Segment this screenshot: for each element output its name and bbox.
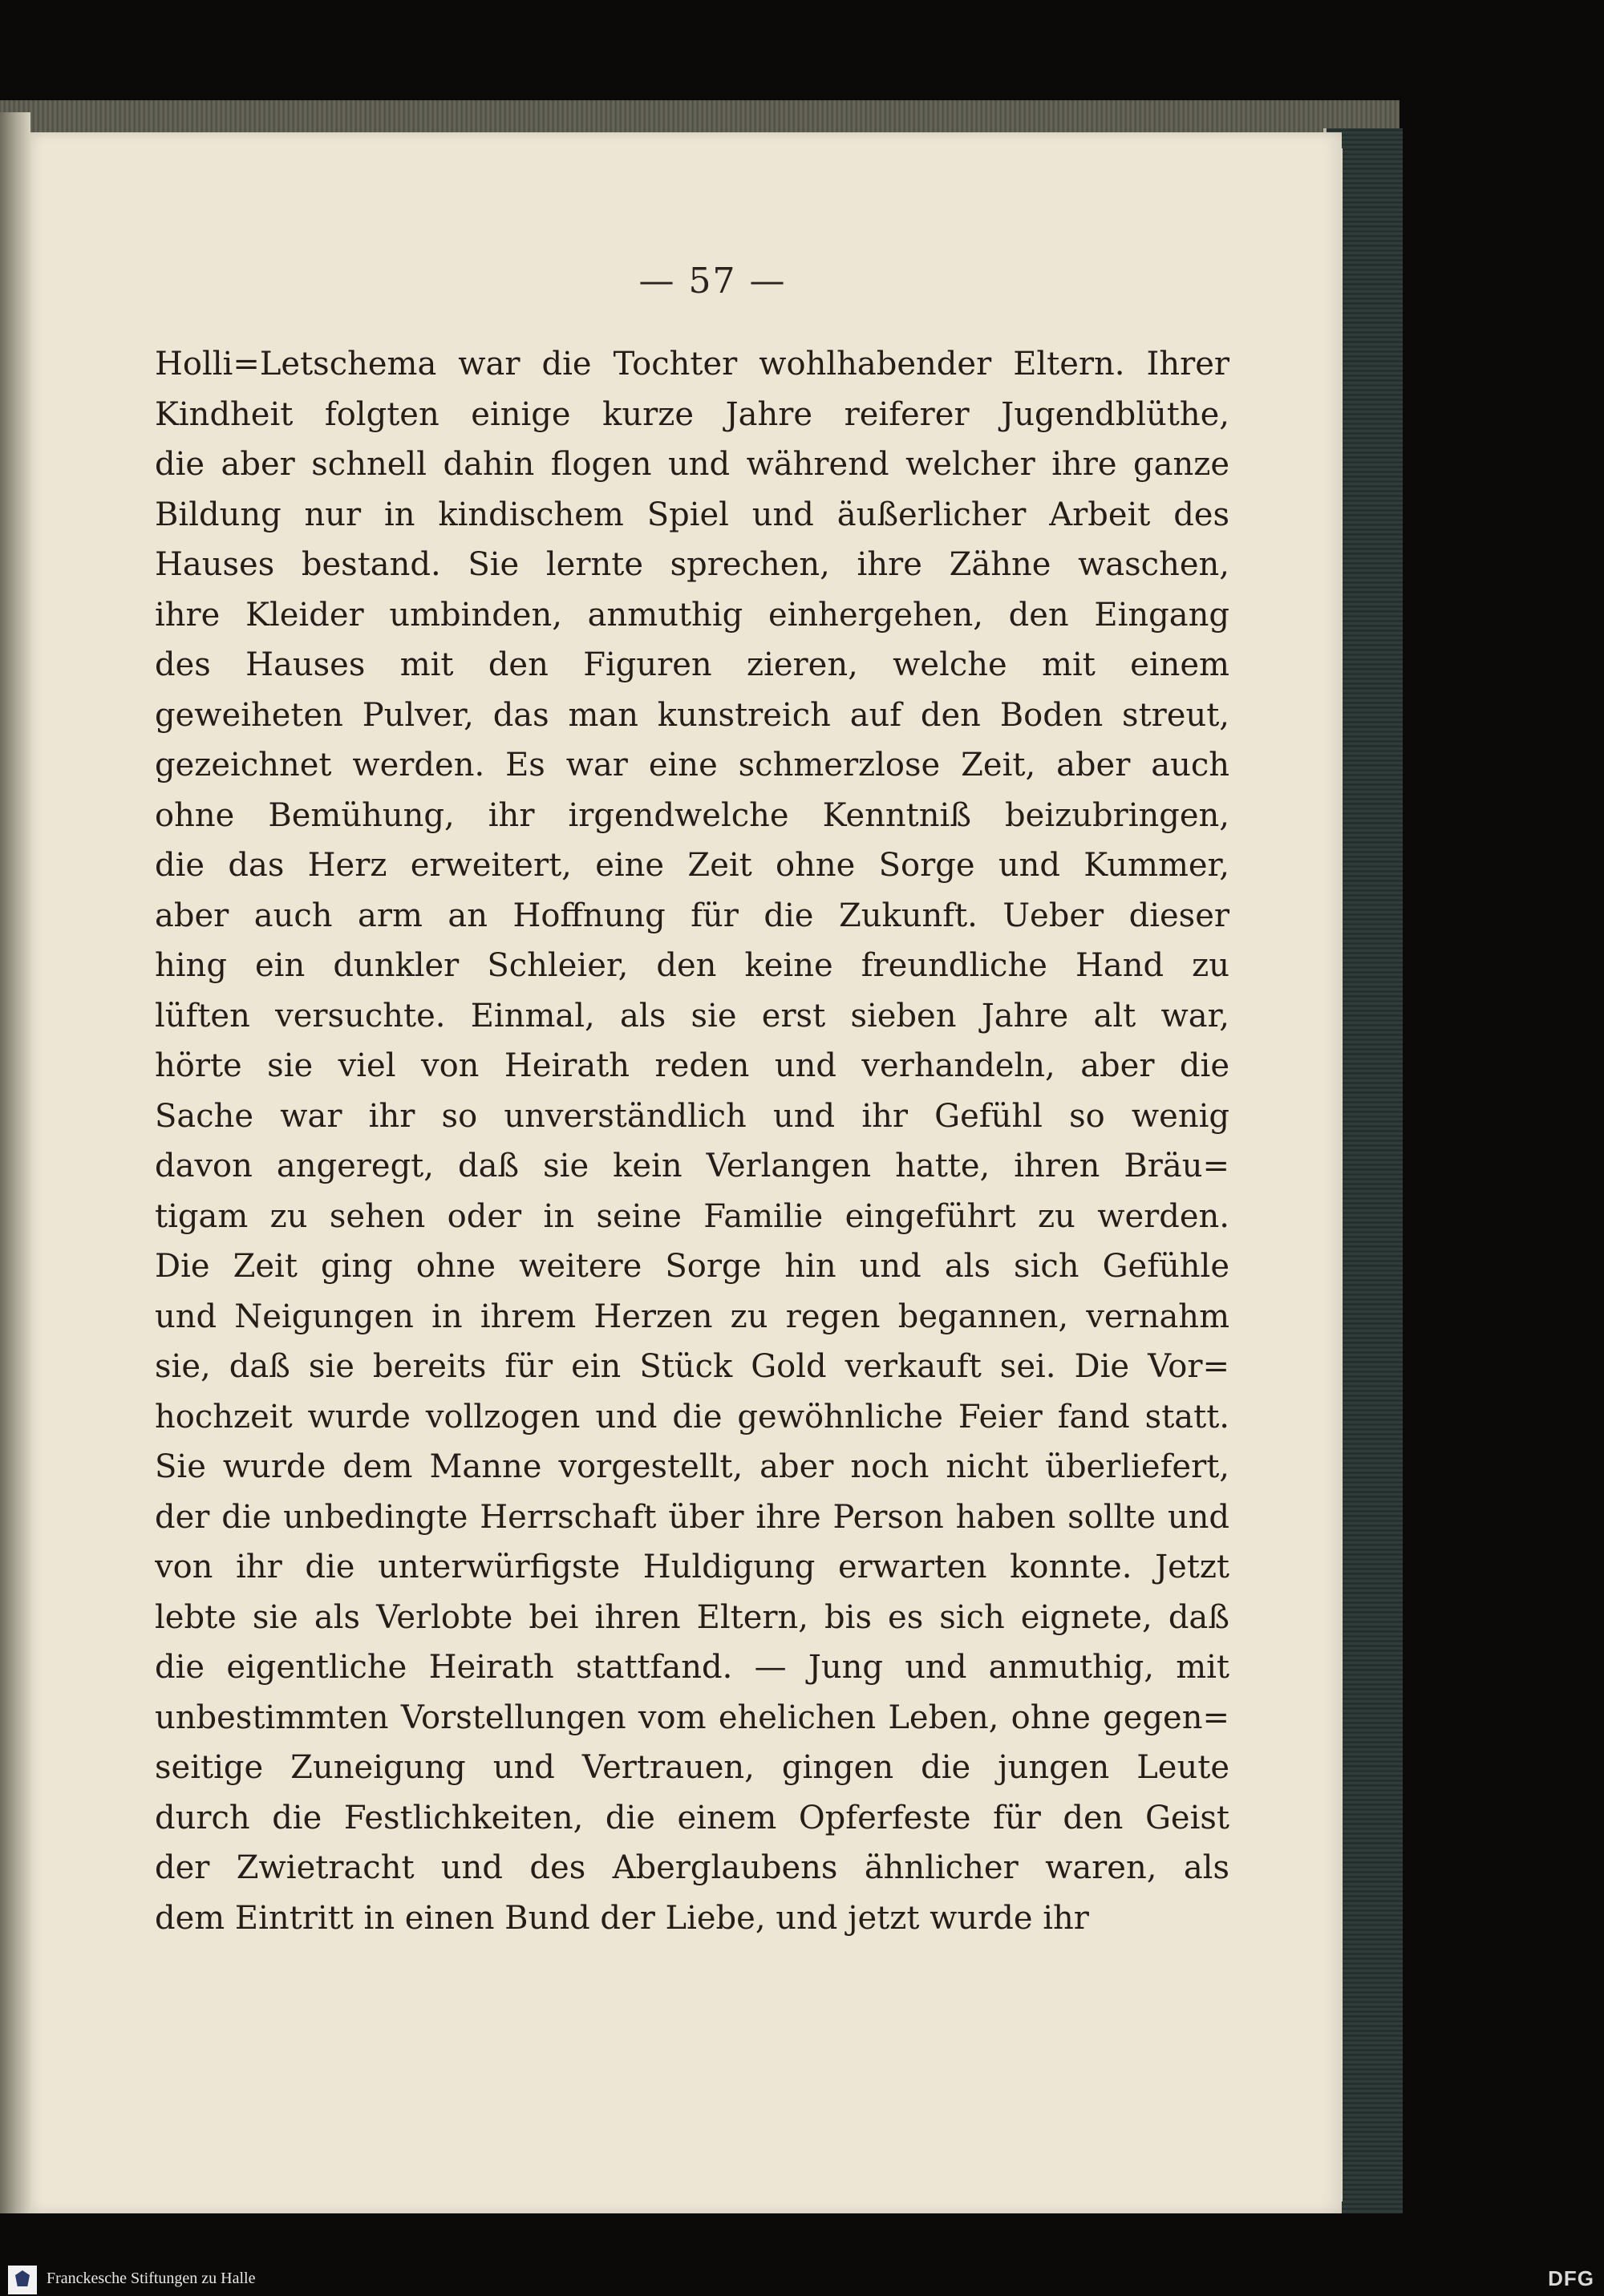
text-line: hörte sie viel von Heirath reden und verhandeln, aber die	[155, 1047, 1229, 1084]
text-line: ohne Bemühung, ihr irgendwelche Kenntniß beizubringen,	[155, 796, 1229, 834]
text-line: Bildung nur in kindischem Spiel und äußerlicher Arbeit des	[155, 496, 1229, 533]
text-line: Sache war ihr so unverständlich und ihr Gefühl so wenig	[155, 1097, 1229, 1135]
text-line: Die Zeit ging ohne weitere Sorge hin und als sich Gefühle	[155, 1248, 1229, 1285]
text-line: Kindheit folgten einige kurze Jahre reiferer Jugendblüthe,	[155, 395, 1229, 433]
text-line: gezeichnet werden. Es war eine schmerzlose Zeit, aber auch	[155, 747, 1229, 784]
text-line: tigam zu sehen oder in seine Familie eingeführt zu werden.	[155, 1197, 1229, 1235]
text-line: hochzeit wurde vollzogen und die gewöhnliche Feier fand statt.	[155, 1398, 1229, 1436]
book-page	[30, 132, 1342, 2213]
text-line: des Hauses mit den Figuren zieren, welche mit einem	[155, 646, 1229, 683]
text-line: und Neigungen in ihrem Herzen zu regen begannen, vernahm	[155, 1298, 1229, 1335]
text-line: dem Eintritt in einen Bund der Liebe, und jetzt wurde ihr	[155, 1899, 1089, 1937]
text-line: die das Herz erweitert, eine Zeit ohne Sorge und Kummer,	[155, 847, 1229, 884]
text-line: lüften versuchte. Einmal, als sie erst sieben Jahre alt war,	[155, 997, 1229, 1035]
text-line: aber auch arm an Hoffnung für die Zukunft. Ueber dieser	[155, 897, 1229, 934]
text-line: der die unbedingte Herrschaft über ihre Person haben sollte und	[155, 1498, 1229, 1536]
footer-funder-logo: DFG	[1548, 2266, 1594, 2290]
text-line: seitige Zuneigung und Vertrauen, gingen die jungen Leute	[155, 1749, 1229, 1786]
text-line: unbestimmten Vorstellungen vom ehelichen Leben, ohne gegen=	[155, 1699, 1229, 1736]
text-line: die aber schnell dahin flogen und während welcher ihre ganze	[155, 446, 1229, 483]
text-line: geweiheten Pulver, das man kunstreich auf den Boden streut,	[155, 696, 1229, 734]
text-line: davon angeregt, daß sie kein Verlangen hatte, ihren Bräu=	[155, 1148, 1229, 1184]
text-line: Sie wurde dem Manne vorgestellt, aber noch nicht überliefert,	[155, 1448, 1229, 1485]
text-line: Hauses bestand. Sie lernte sprechen, ihre Zähne waschen,	[155, 546, 1229, 583]
text-line: von ihr die unterwürfigste Huldigung erwarten konnte. Jetzt	[155, 1549, 1229, 1585]
text-line: die eigentliche Heirath stattfand. — Jung und anmuthig, mit	[155, 1649, 1229, 1686]
text-line: sie, daß sie bereits für ein Stück Gold verkauft sei. Die Vor=	[155, 1348, 1229, 1385]
text-line: Holli=Letschema war die Tochter wohlhabender Eltern. Ihrer	[155, 346, 1229, 383]
text-line: der Zwietracht und des Aberglaubens ähnlicher waren, als	[155, 1849, 1229, 1886]
text-line: ihre Kleider umbinden, anmuthig einhergehen, den Eingang	[155, 596, 1229, 634]
left-page-edge	[0, 112, 30, 2213]
text-line: durch die Festlichkeiten, die einem Opferfeste für den Geist	[155, 1799, 1229, 1836]
text-line: hing ein dunkler Schleier, den keine freundliche Hand zu	[155, 947, 1229, 984]
institution-logo-icon	[8, 2266, 37, 2294]
footer-institution: Franckesche Stiftungen zu Halle	[47, 2270, 256, 2287]
page-text	[155, 339, 1229, 1943]
page-number: — 57 —	[638, 261, 787, 302]
text-line: lebte sie als Verlobte bei ihren Eltern, bis es sich eignete, daß	[155, 1598, 1229, 1636]
crest-icon	[15, 2270, 30, 2286]
